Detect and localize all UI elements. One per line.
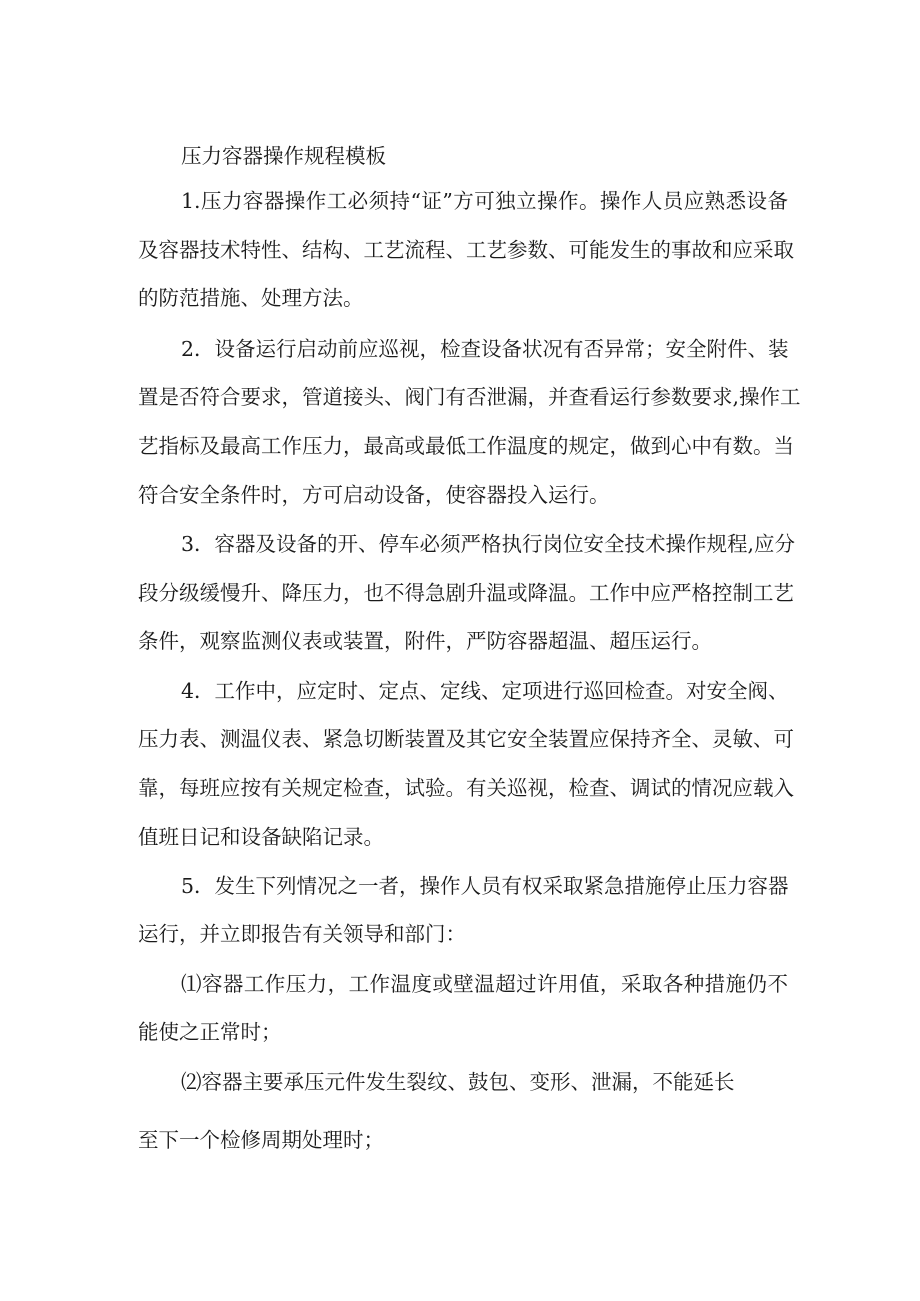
paragraph-2-line-1: 2．设备运行启动前应巡视，检查设备状况有否异常；安全附件、装 <box>181 337 789 361</box>
item-2-line-1: ⑵容器主要承压元件发生裂纹、鼓包、变形、泄漏，不能延长 <box>181 1070 735 1094</box>
item-1-line-2: 能使之正常时； <box>138 1020 282 1044</box>
item-1-line-1: ⑴容器工作压力，工作温度或壁温超过许用值，采取各种措施仍不 <box>181 972 788 996</box>
paragraph-4-line-3: 靠，每班应按有关规定检查，试验。有关巡视，检查、调试的情况应载入 <box>138 776 794 800</box>
paragraph-5-line-1: 5．发生下列情况之一者，操作人员有权采取紧急措施停止压力容器 <box>181 874 789 898</box>
paragraph-2-line-3: 艺指标及最高工作压力，最高或最低工作温度的规定，做到心中有数。当 <box>138 434 794 458</box>
paragraph-4-line-4: 值班日记和设备缺陷记录。 <box>138 825 384 849</box>
paragraph-3-line-1: 3．容器及设备的开、停车必须严格执行岗位安全技术操作规程,应分 <box>181 532 796 556</box>
paragraph-3-line-3: 条件，观察监测仪表或装置，附件，严防容器超温、超压运行。 <box>138 629 712 653</box>
paragraph-1-line-2: 及容器技术特性、结构、工艺流程、工艺参数、可能发生的事故和应采取 <box>138 238 794 262</box>
paragraph-2-line-4: 符合安全条件时，方可启动设备，使容器投入运行。 <box>138 483 610 507</box>
document-title: 压力容器操作规程模板 <box>181 144 386 168</box>
paragraph-1-line-3: 的防范措施、处理方法。 <box>138 286 364 310</box>
paragraph-3-line-2: 段分级缓慢升、降压力，也不得急剧升温或降温。工作中应严格控制工艺 <box>138 581 794 605</box>
paragraph-2-line-2: 置是否符合要求，管道接头、阀门有否泄漏，并查看运行参数要求,操作工 <box>138 385 801 409</box>
paragraph-4-line-2: 压力表、测温仪表、紧急切断装置及其它安全装置应保持齐全、灵敏、可 <box>138 727 794 751</box>
paragraph-5-line-2: 运行，并立即报告有关领导和部门： <box>138 922 466 946</box>
paragraph-4-line-1: 4．工作中，应定时、定点、定线、定项进行巡回检查。对安全阀、 <box>181 679 789 703</box>
item-2-continuation: 至下一个检修周期处理时； <box>138 1128 384 1152</box>
paragraph-1-line-1: 1.压力容器操作工必须持“证”方可独立操作。操作人员应熟悉设备 <box>181 189 788 213</box>
